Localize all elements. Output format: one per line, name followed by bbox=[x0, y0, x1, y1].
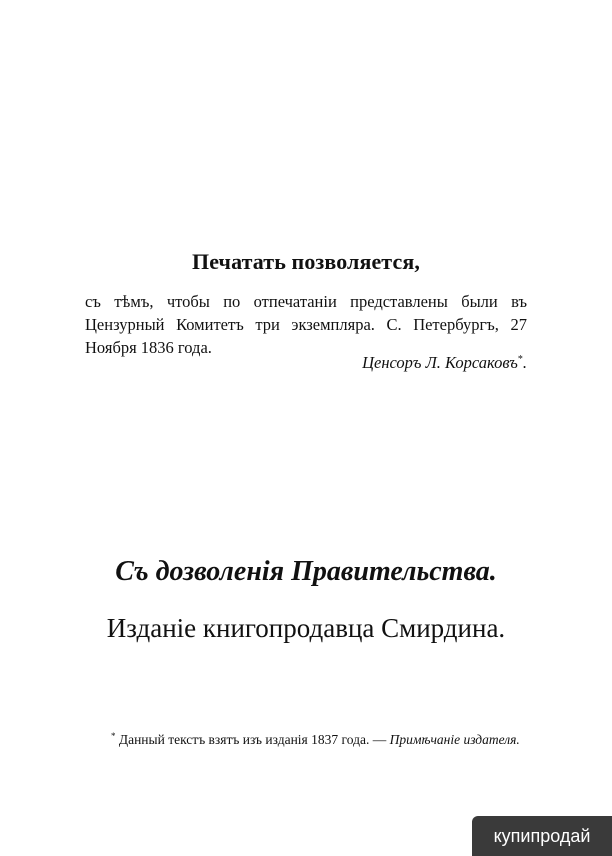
censor-tail: . bbox=[522, 353, 527, 372]
footnote-italic: Примѣчаніе издателя. bbox=[389, 732, 520, 747]
footnote-text: Данный текстъ взятъ изъ изданія 1837 года. — bbox=[118, 732, 390, 747]
permission-line: Съ дозволенія Правительства. bbox=[115, 556, 497, 587]
watermark-badge: купипродай bbox=[472, 816, 612, 856]
publisher-line: Изданіе книгопродавца Смирдина. bbox=[106, 613, 506, 643]
approval-heading: Печатать позволяется, bbox=[192, 249, 420, 274]
censor-signature bbox=[362, 353, 527, 373]
censor-name: Ценсоръ Л. Корсаковъ bbox=[362, 353, 518, 372]
censor-footnote-mark: * bbox=[517, 354, 523, 365]
approval-paragraph: съ тѣмъ, чтобы по отпечатаніи представлены были въ Цензурный Комитетъ три экземпляра. С. Петербургъ, 27 Ноября 1836 года. bbox=[85, 292, 527, 357]
footnote-mark: * bbox=[111, 731, 116, 741]
footnote bbox=[85, 727, 527, 749]
